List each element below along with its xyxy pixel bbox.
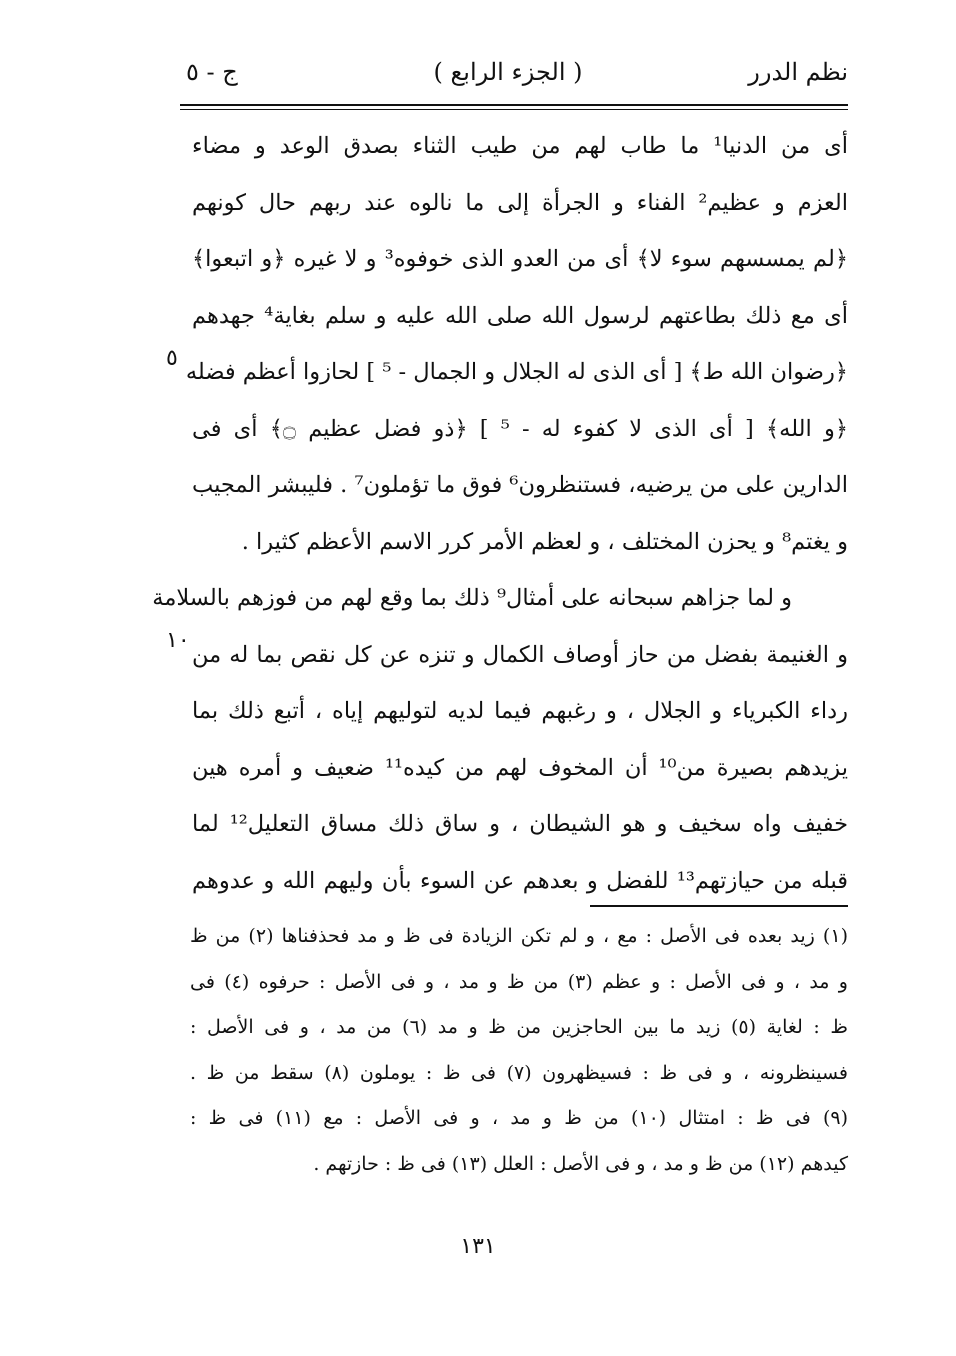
part-label: ( الجزء الرابع ) — [433, 58, 583, 86]
text-line: العزم و عظيم² الفناء و الجرأة إلى ما نالوه عند ربهم حال كونهم — [192, 189, 849, 216]
header-rule — [180, 104, 848, 110]
volume-label: ج - ٥ — [186, 58, 238, 86]
text-line: الدارين على من يرضيه، فستنظرون⁶ فوق ما تؤملون⁷ . فليبشر المجيب — [192, 472, 849, 498]
footnote-line: (٩) فى ظ : امتثال (١٠) من ظ و مد ، و فى الأصل : مع (١١) فى ظ : — [190, 1107, 848, 1129]
line-number-10: ١٠ — [166, 628, 190, 653]
text-line: أى مع ذلك بطاعتهم لرسول الله صلى الله عليه و سلم بغاية⁴ جهدهم — [192, 302, 848, 329]
text-line: رداء الكبرياء و الجلال ، و رغبهم فيما لديه لتوليهم إياه ، أتبع ذلك بما — [192, 698, 848, 724]
page-number: ١٣١ — [460, 1234, 496, 1259]
text-line: ﴿لم يمسسهم سوء لا﴾ أى من العدو الذى خوفوه³ و لا غيره ﴿و اتبعوا﴾ — [192, 246, 849, 272]
footnote-line: و مد ، و فى الأصل : و عظم (٣) من ظ و مد ، و فى الأصل : حرفوه (٤) فى — [190, 970, 848, 993]
footnote-line: (١) زيد بعده فى الأصل : مع ، و لم تكن الزيادة فى ظ و مد فحذفناها (٢) من ظ — [190, 925, 848, 947]
text-line: قبله من حيازتهم¹³ للفضل و بعدهم عن السوء بأن وليهم الله و عدوهم — [192, 867, 848, 894]
text-line: و لما جزاهم سبحانه على أمثال⁹ ذلك بما وقع لهم من فوزهم بالسلامة — [152, 585, 792, 611]
footnote-line: فسينظرونه ، و فى ظ : فسيظهرون (٧) فى ظ : يوملون (٨) سقط من ظ . — [190, 1061, 849, 1084]
text-line: أى من الدنيا¹ ما طاب لهم من طيب الثناء بصدق الوعد و مضاء — [192, 133, 848, 159]
text-line: ﴿رضوان الله ط﴾ [ أى الذى له الجلال و الجمال - ⁵ ] لحازوا أعظم فضله — [185, 359, 848, 385]
text-line: و يغتم⁸ و يحزن المختلف ، و لعظم الأمر كرر الاسم الأعظم كثيرا . — [241, 528, 848, 555]
footnote-line: كيدهم (١٢) من ظ و مد ، و فى الأصل : العلل (١٣) فى ظ : حازتهم . — [313, 1152, 848, 1175]
running-header — [168, 52, 848, 96]
text-line: خفيف واه سخيف و هو الشيطان ، و ساق ذلك مساق التعليل¹² لما — [192, 811, 848, 837]
footnotes — [190, 914, 848, 1187]
text-line: ﴿و الله﴾ [ أى الذى لا كفوء له - ⁵ ] ﴿ذو فضل عظيم ۝﴾ أى فى — [192, 415, 849, 442]
footnote-line: ظ : لغاية (٥) زيد ما بين الحاجزين من ظ و مد (٦) من مد ، و فى الأصل : — [190, 1016, 848, 1038]
book-title: نظم الدرر — [748, 58, 848, 86]
text-line: يزيدهم بصيرة من¹⁰ أن المخوف لهم من كيده¹¹ ضعيف و أمره هين — [192, 754, 848, 781]
text-line: و الغنيمة بفضل من حاز أوصاف الكمال و تنزه عن كل نقص بما له من — [192, 641, 848, 668]
line-number-5: ٥ — [166, 346, 178, 371]
footnote-rule — [590, 905, 848, 907]
